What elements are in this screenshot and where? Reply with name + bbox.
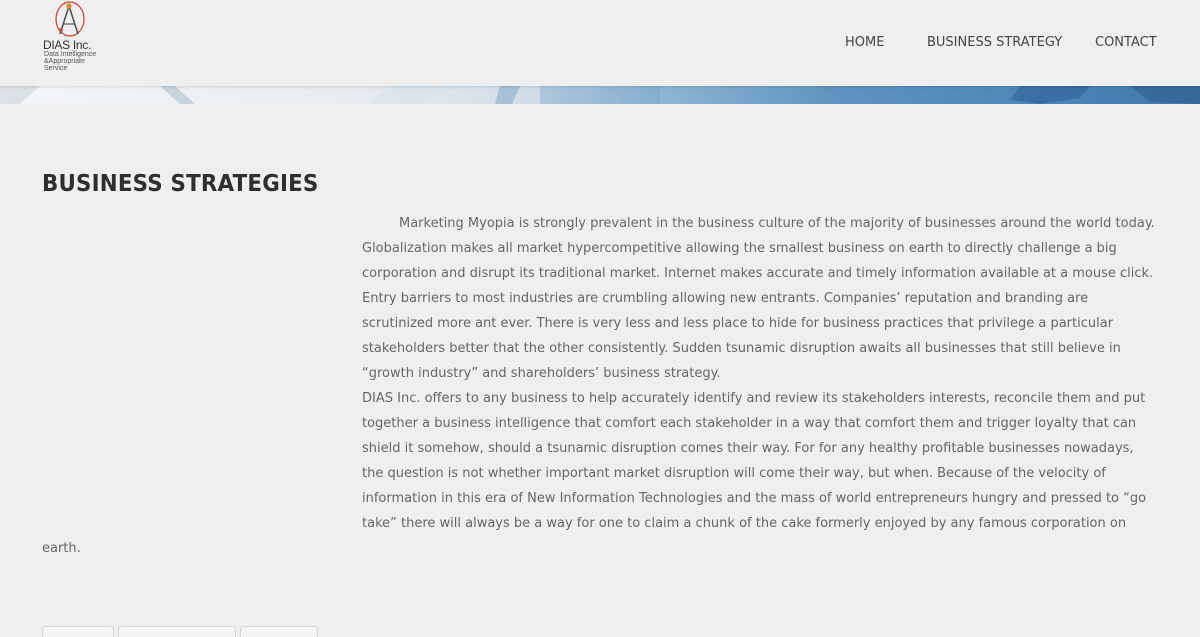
- content-spacer: [42, 211, 362, 536]
- main-nav: [845, 35, 1155, 53]
- content-paragraph: Marketing Myopia is strongly prevalent in the business culture of the majority of businesses around the world today. Globalization makes all market hypercompetitive allowing the smallest business on earth to directly challenge a big corporation and disrupt its traditional market. Internet makes accurate and timely information available at a mouse click. Entry barriers to most industries are crumbling allowing new entrants. Companies’ reputation and branding are scrutinized more ant ever. There is very less and less place to hide for business practices that privilege a particular stakeholders better that the other consistently. Sudden tsunamic disruption awaits all businesses that still believe in “growth industry” and shareholders’ business strategy.: [362, 216, 1155, 381]
- logo-tagline-line: &Appropriate: [44, 58, 85, 65]
- nav-business-strategy[interactable]: BUSINESS STRATEGY: [927, 35, 1063, 50]
- logo-tagline-line: Data Intelligence: [44, 51, 97, 58]
- logo-tagline-line: Service: [44, 65, 68, 72]
- logo-mark-icon: [50, 0, 86, 40]
- nav-home[interactable]: HOME: [845, 35, 885, 50]
- site-logo[interactable]: [42, 0, 122, 80]
- page-title: BUSINESS STRATEGIES: [42, 171, 319, 197]
- logo-tagline: [44, 51, 114, 72]
- hero-banner-image: [0, 86, 1200, 104]
- page-content: [42, 211, 1158, 561]
- site-header: [0, 0, 1200, 86]
- banner-graphic: [0, 86, 1200, 104]
- content-paragraph: DIAS Inc. offers to any business to help accurately identify and review its stakeholders interests, reconcile them and put together a business intelligence that comfort each stakeholder in a way that comfort them and trigger loyalty that can shield it somehow, should a tsunamic disruption comes their way. For for any healthy profitable businesses nowadays, the question is not whether important market disruption will come their way, but when. Because of the velocity of information in this era of New Information Technologies and the mass of world entrepreneurs hungry and pressed to “go take” there will always be a way for one to claim a chunk of the cake formerly enjoyed by any famous corporation on earth.: [42, 391, 1147, 556]
- share-button[interactable]: [118, 626, 236, 637]
- share-button[interactable]: [42, 626, 114, 637]
- nav-contact[interactable]: CONTACT: [1095, 35, 1157, 50]
- share-button[interactable]: [240, 626, 318, 637]
- logo-name: DIAS Inc.: [43, 38, 91, 52]
